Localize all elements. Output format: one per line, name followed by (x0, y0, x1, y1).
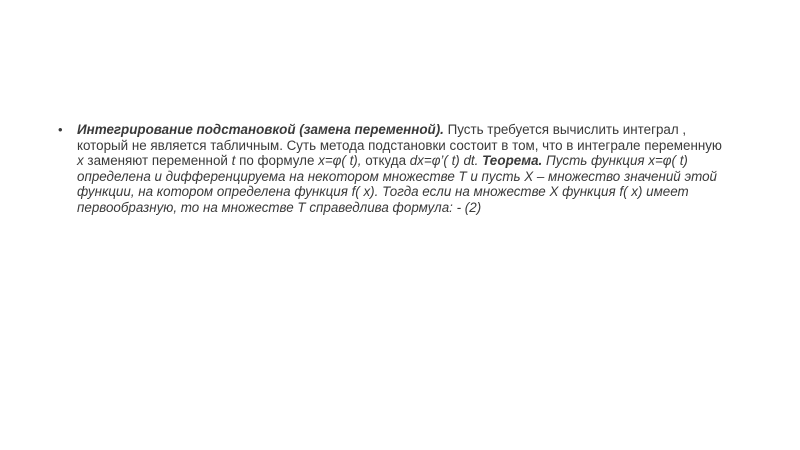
differential-formula: dx=φ’( t) dt. (409, 153, 479, 169)
text-segment: Пусть требуется вычислить интеграл , который не является табличным. Суть метода подстановки состоит в том, что в интеграле переменную (77, 122, 722, 153)
content-list (58, 122, 730, 216)
section-heading: Интегрирование подстановкой (замена переменной). (77, 122, 444, 137)
content-paragraph (58, 122, 730, 216)
substitution-formula: x=φ( t), (318, 153, 362, 169)
theorem-text: Пусть функция x=φ( t) определена и дифференцируема на некотором множестве T и пусть X – множество значений этой функции, на котором определена функция f( x). Тогда если на множестве X функция f( x) имеет первообразную, то на множестве T справедлива формула: - (2) (77, 153, 717, 215)
variable-t: t (231, 153, 236, 169)
bullet-icon: • (58, 122, 63, 137)
text-segment: по формуле (235, 153, 319, 169)
theorem-label: Теорема. (482, 153, 543, 169)
text-segment: откуда (361, 153, 410, 169)
text-segment: заменяют переменной (83, 153, 232, 169)
variable-x: x (77, 153, 84, 169)
